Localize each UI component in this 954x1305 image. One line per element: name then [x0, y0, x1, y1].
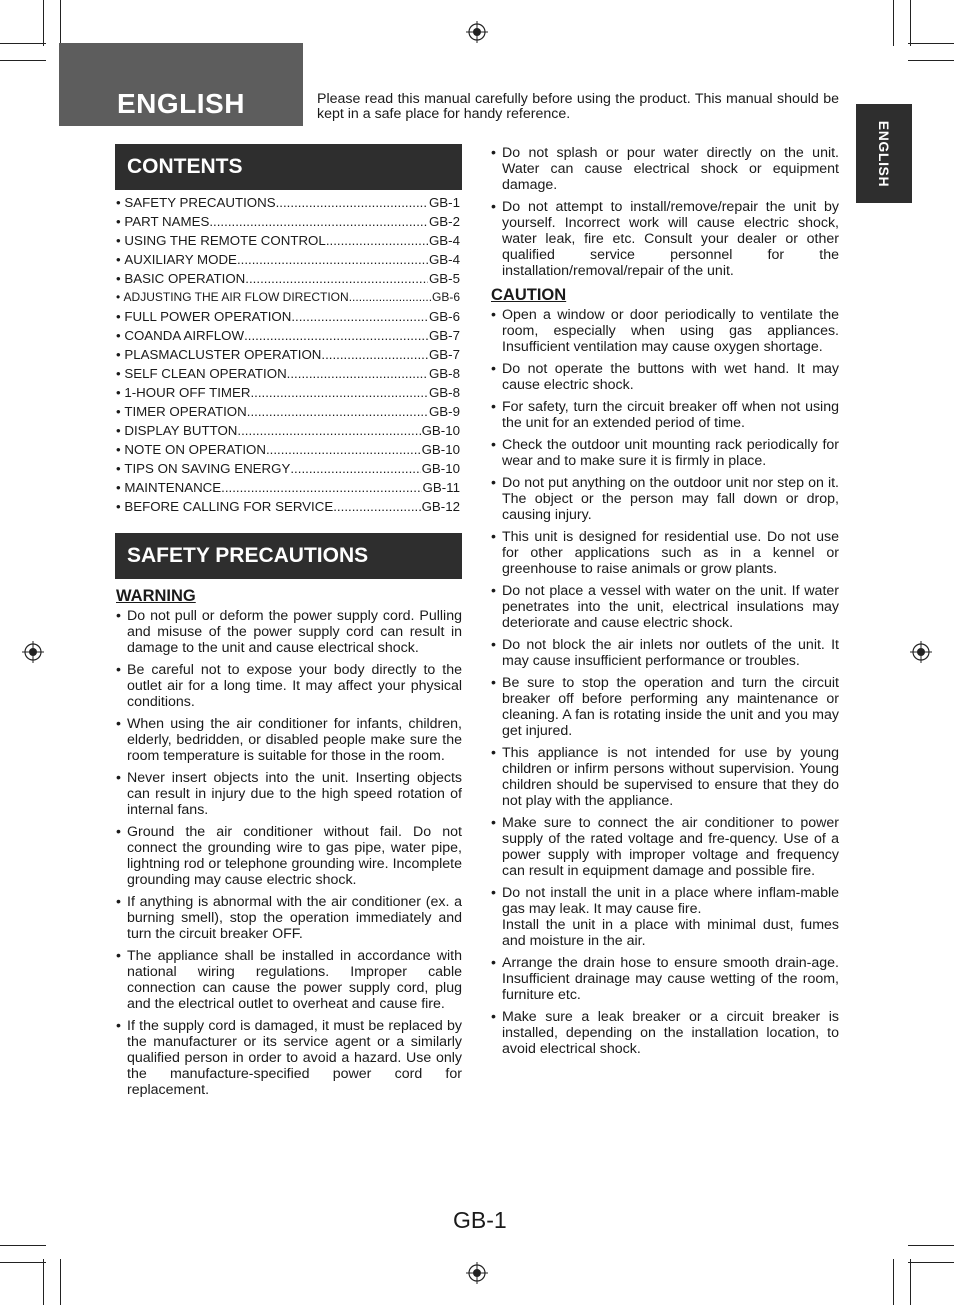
- caution-item: • This unit is designed for residential use. Do not use for other applications such as in a kennel or greenhouse to raise animals or grow plants.: [491, 529, 839, 577]
- crop-mark: [0, 60, 46, 61]
- crop-mark: [893, 1259, 894, 1305]
- crop-mark: [0, 43, 46, 44]
- warning-heading: WARNING: [116, 587, 196, 605]
- crop-mark: [0, 1245, 46, 1246]
- language-side-tab: [856, 104, 912, 203]
- warning-item: • Do not attempt to install/remove/repair the unit by yourself. Incorrect work will cause electric shock, water leak, fire etc. Consult your dealer or other qualified service personnel for the installation/removal/repair of the unit.: [491, 199, 839, 279]
- warning-item: • Do not splash or pour water directly on the unit. Water can cause electrical shock or equipment damage.: [491, 145, 839, 193]
- toc-item: • FULL POWER OPERATION ..... GB-6: [116, 307, 460, 326]
- toc-item: • TIMER OPERATION ..... GB-9: [116, 402, 460, 421]
- caution-item: • For safety, turn the circuit breaker off when not using the unit for an extended period of time.: [491, 399, 839, 431]
- warning-item: • Be careful not to expose your body directly to the outlet air for a long time. It may affect your physical conditions.: [116, 662, 462, 710]
- safety-right-column: [491, 145, 839, 1063]
- crop-mark: [908, 1245, 954, 1246]
- warning-item: • When using the air conditioner for infants, children, elderly, bedridden, or disabled people make sure the room temperature is suitable for those in the room.: [116, 716, 462, 764]
- toc-item: • AUXILIARY MODE ..... GB-4: [116, 250, 460, 269]
- crop-mark: [60, 1259, 61, 1305]
- caution-heading: CAUTION: [491, 286, 567, 304]
- toc-item: • NOTE ON OPERATION ..... GB-10: [116, 440, 460, 459]
- caution-item: • Do not block the air inlets nor outlets of the unit. It may cause insufficient performance or troubles.: [491, 637, 839, 669]
- crop-mark: [60, 0, 61, 46]
- caution-item: • Arrange the drain hose to ensure smooth drain-age. Insufficient drainage may cause wetting of the room, furniture etc.: [491, 955, 839, 1003]
- safety-left-column: [116, 586, 462, 1104]
- crop-mark: [0, 1262, 46, 1263]
- toc-item: • DISPLAY BUTTON ..... GB-10: [116, 421, 460, 440]
- warning-item: • If anything is abnormal with the air conditioner (ex. a burning smell), stop the operation immediately and turn the circuit breaker OFF.: [116, 894, 462, 942]
- crop-mark: [43, 0, 44, 46]
- caution-item: • Do not operate the buttons with wet hand. It may cause electric shock.: [491, 361, 839, 393]
- caution-item: • Open a window or door periodically to ventilate the room, especially when using gas appliances. Insufficient ventilation may cause oxygen shortage.: [491, 307, 839, 355]
- caution-item: • Make sure a leak breaker or a circuit breaker is installed, depending on the installation location, to avoid electrical shock.: [491, 1009, 839, 1057]
- registration-mark-icon: [22, 641, 44, 663]
- intro-text: Please read this manual carefully before using the product. This manual should be kept in a safe place for handy reference.: [317, 91, 839, 122]
- toc-item: • USING THE REMOTE CONTROL ..... GB-4: [116, 231, 460, 250]
- crop-mark: [908, 60, 954, 61]
- toc-item: • PLASMACLUSTER OPERATION ..... GB-7: [116, 345, 460, 364]
- toc-item: • BEFORE CALLING FOR SERVICE ..... GB-12: [116, 497, 460, 516]
- toc-item: • PART NAMES ..... GB-2: [116, 212, 460, 231]
- crop-mark: [910, 0, 911, 46]
- warning-item: • Ground the air conditioner without fail. Do not connect the grounding wire to gas pipe, water pipe, lightning rod or telephone grounding wire. Incomplete grounding may cause electric shock.: [116, 824, 462, 888]
- contents-heading: CONTENTS: [115, 144, 462, 190]
- language-title: ENGLISH: [117, 88, 245, 119]
- toc-item: • SELF CLEAN OPERATION ..... GB-8: [116, 364, 460, 383]
- crop-mark: [910, 1259, 911, 1305]
- caution-item: • Do not install the unit in a place where inflam-mable gas may leak. It may cause fire. Install the unit in a place with minimal dust, fumes and moisture in the air.: [491, 885, 839, 949]
- toc-item: • SAFETY PRECAUTIONS ..... GB-1: [116, 193, 460, 212]
- language-header: [59, 43, 303, 126]
- toc-item: • MAINTENANCE ..... GB-11: [116, 478, 460, 497]
- warning-item: • If the supply cord is damaged, it must be replaced by the manufacturer or its service agent or a similarly qualified person in order to avoid a hazard. Use only the manufacture-specified power cord for replacement.: [116, 1018, 462, 1098]
- caution-item: • This appliance is not intended for use by young children or infirm persons without supervision. Young children should be supervised to ensure that they do not play with the appliance.: [491, 745, 839, 809]
- crop-mark: [43, 1259, 44, 1305]
- table-of-contents: [116, 193, 460, 516]
- toc-item: • BASIC OPERATION ..... GB-5: [116, 269, 460, 288]
- registration-mark-icon: [910, 641, 932, 663]
- toc-item: • 1-HOUR OFF TIMER ..... GB-8: [116, 383, 460, 402]
- safety-heading: SAFETY PRECAUTIONS: [115, 533, 462, 579]
- toc-item: • COANDA AIRFLOW ..... GB-7: [116, 326, 460, 345]
- warning-list-continued: [491, 145, 839, 279]
- crop-mark: [908, 43, 954, 44]
- registration-mark-icon: [466, 1262, 488, 1284]
- caution-item: • Do not put anything on the outdoor unit nor step on it. The object or the person may fall down or drop, causing injury.: [491, 475, 839, 523]
- registration-mark-icon: [466, 21, 488, 43]
- crop-mark: [893, 0, 894, 46]
- toc-item: • ADJUSTING THE AIR FLOW DIRECTION ..... GB-6: [116, 288, 460, 307]
- caution-item: • Check the outdoor unit mounting rack periodically for wear and to make sure it is firmly in place.: [491, 437, 839, 469]
- warning-list: [116, 608, 462, 1098]
- caution-item: • Make sure to connect the air conditioner to power supply of the rated voltage and fre-quency. Use of a power supply with improper voltage and frequency can result in equipment damage and possible fire.: [491, 815, 839, 879]
- caution-item: • Be sure to stop the operation and turn the circuit breaker off before performing any maintenance or cleaning. A fan is rotating inside the unit and you may get injured.: [491, 675, 839, 739]
- warning-item: • The appliance shall be installed in accordance with national wiring regulations. Improper cable connection can cause the power supply cord, plug and the electrical outlet to overheat and cause fire.: [116, 948, 462, 1012]
- warning-item: • Never insert objects into the unit. Inserting objects can result in injury due to the high speed rotation of internal fans.: [116, 770, 462, 818]
- crop-mark: [908, 1262, 954, 1263]
- side-tab-label: ENGLISH: [876, 120, 892, 187]
- page-number: GB-1: [453, 1207, 507, 1233]
- warning-item: • Do not pull or deform the power supply cord. Pulling and misuse of the power supply cord can result in damage to the unit and cause electrical shock.: [116, 608, 462, 656]
- toc-item: • TIPS ON SAVING ENERGY ..... GB-10: [116, 459, 460, 478]
- caution-item: • Do not place a vessel with water on the unit. If water penetrates into the unit, electrical insulations may deteriorate and cause electric shock.: [491, 583, 839, 631]
- caution-list: [491, 307, 839, 1057]
